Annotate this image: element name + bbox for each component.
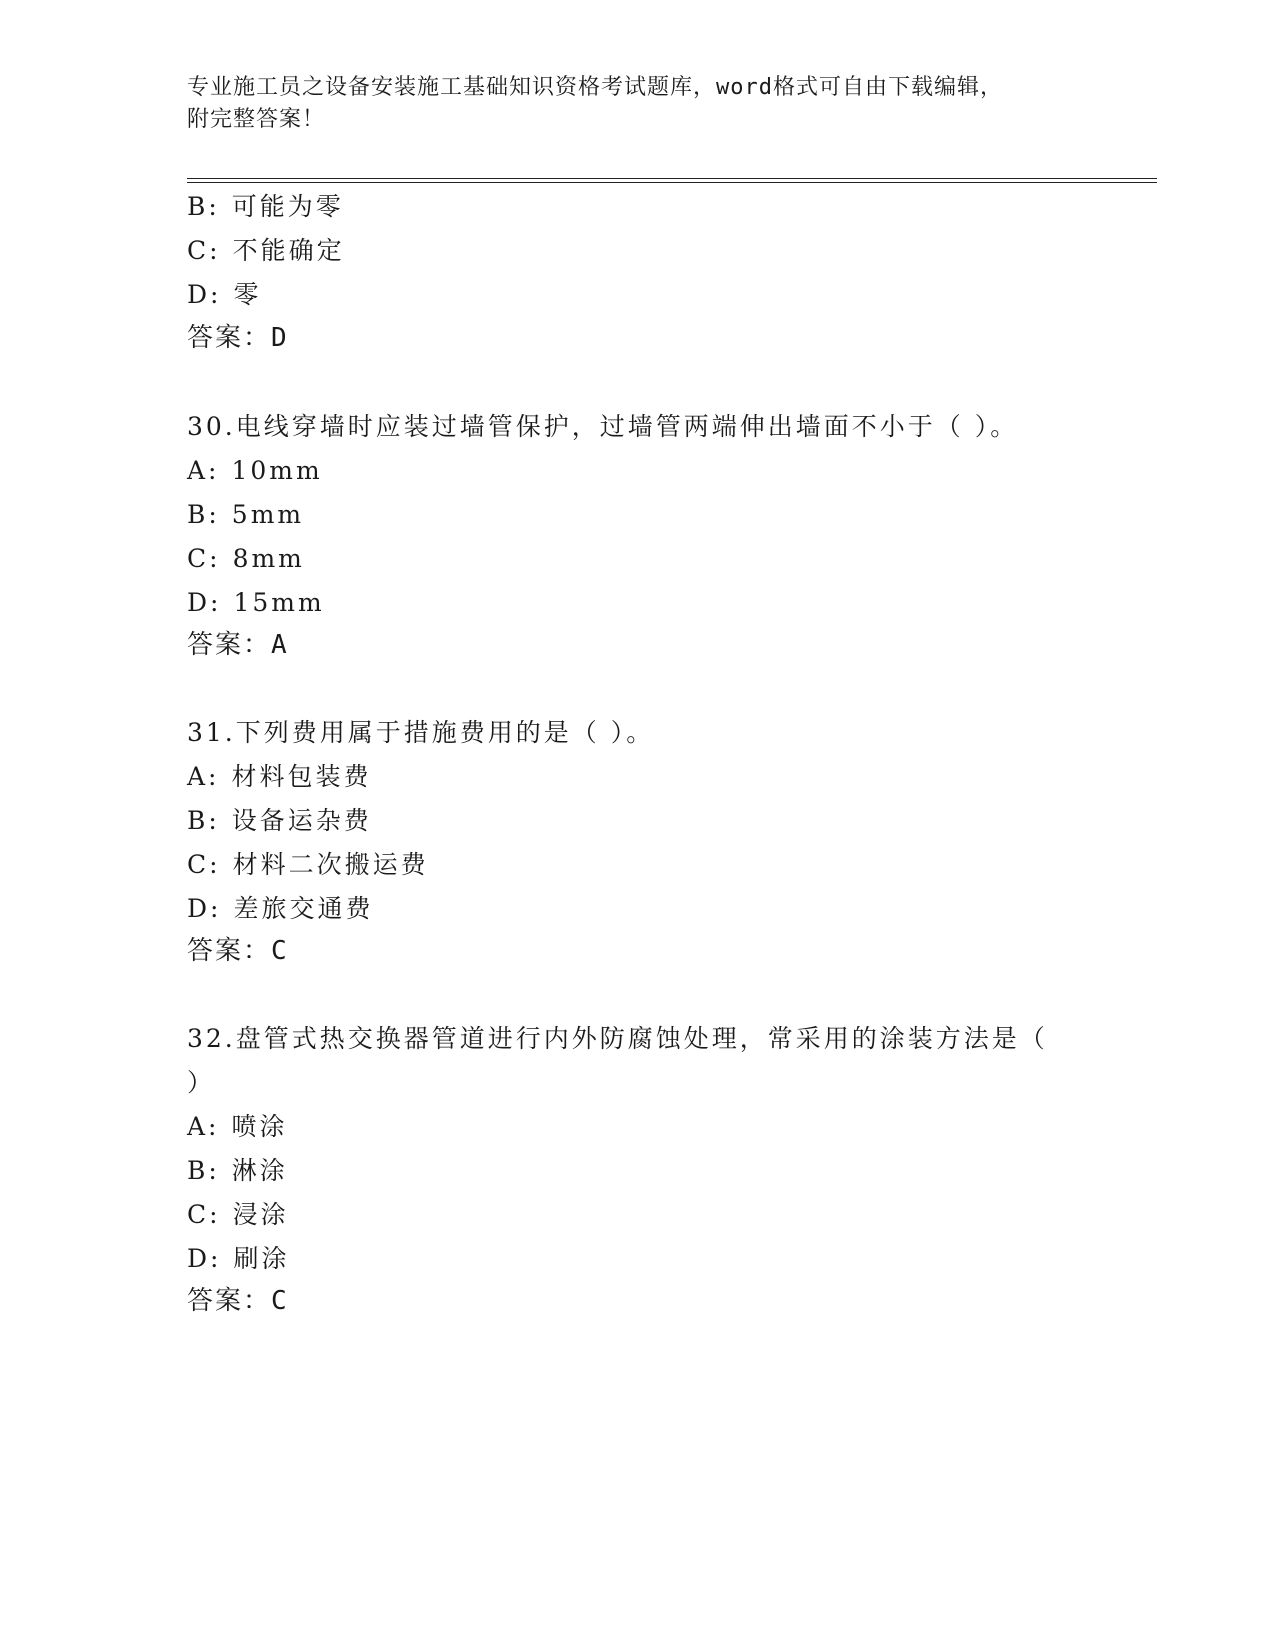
option-c: C: 8mm: [187, 544, 305, 573]
question-32-stem: 32.盘管式热交换器管道进行内外防腐蚀处理，常采用的涂装方法是（: [187, 1024, 1048, 1053]
option-c: C: 材料二次搬运费: [187, 850, 429, 879]
header-divider-bottom: [187, 182, 1157, 183]
question-30-stem: 30.电线穿墙时应装过墙管保护，过墙管两端伸出墙面不小于（ ）。: [187, 412, 1019, 441]
header-divider-top: [187, 178, 1157, 179]
option-a: A: 喷涂: [187, 1112, 288, 1141]
document-header: [187, 72, 1087, 136]
option-d: D: 刷涂: [187, 1244, 290, 1273]
option-a: A: 材料包装费: [187, 762, 372, 791]
answer-line: 答案：D: [187, 323, 289, 353]
option-d: D: 15mm: [187, 588, 325, 617]
question-31-stem: 31.下列费用属于措施费用的是（ ）。: [187, 718, 655, 747]
option-a: A: 10mm: [187, 456, 323, 485]
option-b: B: 可能为零: [187, 192, 344, 221]
option-d: D: 零: [187, 280, 262, 309]
header-line-2: 附完整答案！: [187, 107, 326, 132]
option-c: C: 不能确定: [187, 236, 345, 265]
answer-line: 答案：A: [187, 630, 289, 660]
question-32-stem-continued: ）: [187, 1068, 216, 1097]
option-b: B: 设备运杂费: [187, 806, 372, 835]
header-line-1: 专业施工员之设备安装施工基础知识资格考试题库，word格式可自由下载编辑，: [187, 75, 1003, 100]
option-b: B: 5mm: [187, 500, 305, 529]
option-b: B: 淋涂: [187, 1156, 288, 1185]
answer-line: 答案：C: [187, 1286, 289, 1316]
option-c: C: 浸涂: [187, 1200, 289, 1229]
answer-line: 答案：C: [187, 936, 289, 966]
option-d: D: 差旅交通费: [187, 894, 374, 923]
